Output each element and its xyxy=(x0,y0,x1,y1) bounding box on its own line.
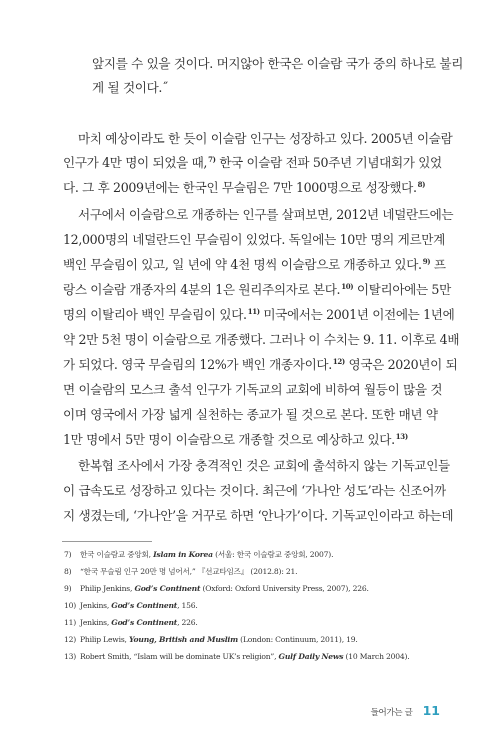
quote-line-1: 앞지를 수 있을 것이다. 머지않아 한국은 이슬람 국가 중의 하나로 불리 xyxy=(92,56,464,71)
p2-line-9: 이며 영국에서 가장 넓게 실천하는 종교가 될 것으로 본다. 또한 매년 약 xyxy=(63,407,438,422)
p2-line-10-text: 1만 명에서 5만 명이 이슬람으로 개종할 것으로 예상하고 있다. xyxy=(63,432,395,447)
footnote-title: God’s Continent xyxy=(111,618,178,627)
footnote-text: “한국 무슬림 인구 20만 명 넘어서,” 『선교타임즈』 (2012.8): 21. xyxy=(80,567,298,576)
p2-line-7 xyxy=(63,357,457,373)
p2-line-3 xyxy=(63,257,446,273)
footnote-text: 한국 이슬람교 중앙회, xyxy=(80,550,154,559)
footnote-text: Jenkins, xyxy=(80,601,112,610)
footnote-text: Robert Smith, “Islam will be dominate UK’s religion”, xyxy=(80,652,279,661)
footnote-ref-11[interactable]: 11) xyxy=(247,306,260,316)
p1-line-1: 마치 예상이라도 한 듯이 이슬람 인구는 성장하고 있다. 2005년 이슬람 xyxy=(78,131,453,146)
footnote-7 xyxy=(64,550,333,560)
p3-line-1: 한복협 조사에서 가장 충격적인 것은 교회에 출석하지 않는 기독교인들 xyxy=(78,458,450,473)
p1-line-2-rest: 한국 이슬람 전파 50주년 기념대회가 있었 xyxy=(215,155,442,170)
footnote-ref-8[interactable]: 8) xyxy=(417,179,426,189)
footnote-10 xyxy=(64,601,198,611)
footnote-text: Jenkins, xyxy=(80,618,112,627)
p2-line-4-rest: 이탈리아에는 5만 xyxy=(353,282,451,297)
footnote-text: Philip Jenkins, xyxy=(80,584,135,593)
p2-line-3-text: 백인 무슬림이 있고, 일 년에 약 4천 명씩 이슬람으로 개종하고 있다. xyxy=(63,257,422,272)
p2-line-3-rest: 프 xyxy=(430,257,446,272)
p2-line-8: 면 이슬람의 모스크 출석 인구가 기독교의 교회에 비하여 월등이 많을 것 xyxy=(63,382,443,397)
p1-line-3-text: 다. 그 후 2009년에는 한국인 무슬림은 7만 1000명으로 성장했다. xyxy=(63,180,417,195)
p2-line-4-text: 랑스 이슬람 개종자의 4분의 1은 원리주의자로 본다. xyxy=(63,282,341,297)
p2-line-5-rest: 미국에서는 2001년 이전에는 1년에 xyxy=(259,307,455,322)
p3-line-3: 지 생겼는데, ‘가나안’을 거꾸로 하면 ‘안나가’이다. 기독교인이라고 하는데 xyxy=(63,508,454,523)
p2-line-2: 12,000명의 네덜란드인 무슬림이 있었다. 독일에는 10만 명의 게르만계 xyxy=(63,232,445,247)
page-number: 11 xyxy=(422,703,440,718)
footnote-text: Philip Lewis, xyxy=(80,635,129,644)
footnote-text-post: (Oxford: Oxford University Press, 2007), 226. xyxy=(200,584,369,593)
footnote-divider xyxy=(62,541,152,542)
page-footer xyxy=(371,703,440,718)
footnote-title: Young, British and Muslim xyxy=(128,635,238,644)
footnote-ref-9[interactable]: 9) xyxy=(422,256,431,266)
p1-line-2-text: 인구가 4만 명이 되었을 때, xyxy=(63,155,208,170)
p2-line-7-text: 가 되었다. 영국 무슬림의 12%가 백인 개종자이다. xyxy=(63,357,332,372)
footnote-text-post: , 156. xyxy=(177,601,198,610)
footnote-title: God’s Continent xyxy=(134,584,201,593)
p2-line-10 xyxy=(63,432,408,448)
footnote-number: 8) xyxy=(64,567,72,576)
p3-line-2: 이 급속도로 성장하고 있다는 것이다. 최근에 ‘가나안 성도’라는 신조어까 xyxy=(63,483,446,498)
p2-line-5-text: 명의 이탈리아 백인 무슬림이 있다. xyxy=(63,307,247,322)
footnote-13 xyxy=(64,652,410,662)
footnote-number: 7) xyxy=(64,550,72,559)
footnote-ref-12[interactable]: 12) xyxy=(332,356,345,366)
footnote-number: 9) xyxy=(64,584,72,593)
p2-line-4 xyxy=(63,282,451,298)
footnote-text-post: (10 March 2004). xyxy=(343,652,410,661)
footnote-number: 11) xyxy=(64,618,77,627)
footnote-text-post: (London: Continuum, 2011), 19. xyxy=(237,635,358,644)
footnote-title: Gulf Daily News xyxy=(278,652,344,661)
footnote-number: 13) xyxy=(64,652,77,661)
footnote-text-post: , 226. xyxy=(177,618,198,627)
footnote-title: Islam in Korea xyxy=(153,550,213,559)
footnote-9 xyxy=(64,584,369,594)
footnote-ref-7[interactable]: 7) xyxy=(208,154,216,164)
footnote-number: 12) xyxy=(64,635,77,644)
footnote-8 xyxy=(64,567,297,577)
footnote-ref-13[interactable]: 13) xyxy=(395,431,408,441)
section-label: 들어가는 글 xyxy=(370,708,413,718)
p2-line-1: 서구에서 이슬람으로 개종하는 인구를 살펴보면, 2012년 네덜란드에는 xyxy=(78,207,454,222)
footnote-11 xyxy=(64,618,198,628)
footnote-number: 10) xyxy=(64,601,77,610)
p2-line-5 xyxy=(63,307,454,323)
quote-line-2: 게 될 것이다.˝ xyxy=(92,80,168,95)
p2-line-6: 약 2만 5천 명이 이슬람으로 개종했다. 그러나 이 수치는 9. 11. 이후로 4배 xyxy=(63,332,460,347)
footnote-title: God’s Continent xyxy=(111,601,178,610)
p1-line-2 xyxy=(63,155,442,171)
footnote-12 xyxy=(64,635,358,645)
p1-line-3 xyxy=(63,180,425,196)
footnote-ref-10[interactable]: 10) xyxy=(341,281,354,291)
footnote-text-post: (서울: 한국 이슬람교 중앙회, 2007). xyxy=(212,550,334,559)
p2-line-7-rest: 영국은 2020년이 되 xyxy=(344,357,458,372)
